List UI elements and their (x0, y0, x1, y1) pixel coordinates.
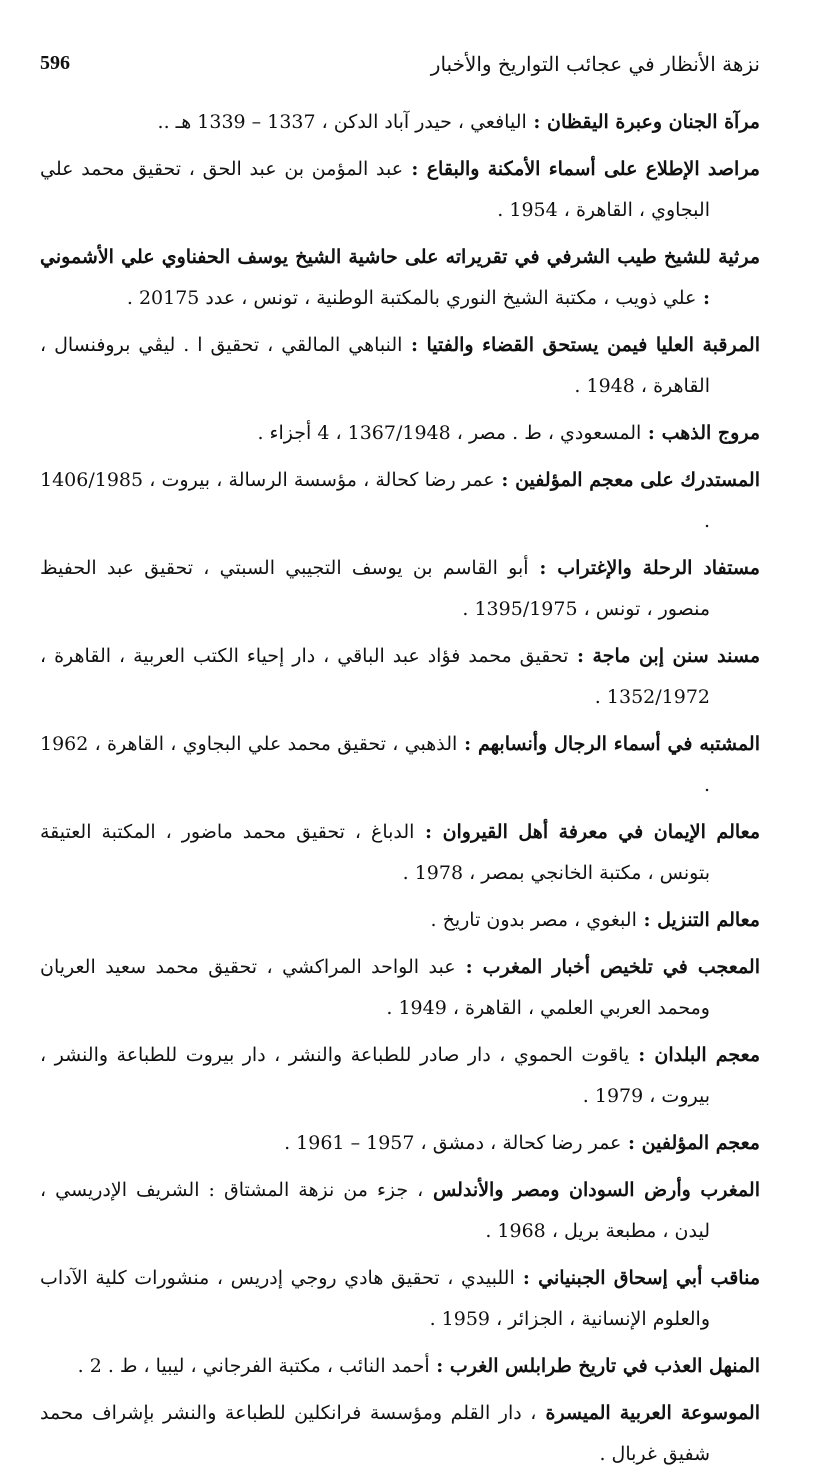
entry-title: المعجب في تلخيص أخبار المغرب (482, 956, 760, 978)
page-number: 596 (40, 52, 70, 74)
bibliography-entry: المستدرك على معجم المؤلفين : عمر رضا كحالة ، مؤسسة الرسالة ، بيروت ، 1406/1985 . (40, 469, 760, 532)
bibliography-entry (40, 1170, 760, 1252)
bibliography-entry: مراصد الإطلاع على أسماء الأمكنة والبقاع : عبد المؤمن بن عبد الحق ، تحقيق محمد علي البجاوي ، القاهرة ، 1954 . (40, 158, 760, 221)
entry-title: المنهل العذب في تاريخ طرابلس الغرب (449, 1355, 760, 1377)
bibliography-entry: مناقب أبي إسحاق الجبنياني : اللبيدي ، تحقيق هادي روجي إدريس ، منشورات كلية الآداب والعلوم الإنسانية ، الجزائر ، 1959 . (40, 1267, 760, 1330)
bibliography-entry: مروج الذهب : المسعودي ، ط . مصر ، 1367/1948 ، 4 أجزاء . (257, 422, 760, 444)
entry-details: علي ذويب ، مكتبة الشيخ النوري بالمكتبة الوطنية ، تونس ، عدد 20175 . (126, 287, 697, 309)
bibliography-entry: مرآة الجنان وعبرة اليقظان : اليافعي ، حيدر آباد الدكن ، 1337 – 1339 هـ .. (157, 111, 760, 133)
entry-details: الدباغ ، تحقيق محمد ماضور ، المكتبة العتيقة بتونس ، مكتبة الخانجي بمصر ، 1978 . (40, 821, 710, 884)
bibliography-entry: معجم المؤلفين : عمر رضا كحالة ، دمشق ، 1957 – 1961 . (284, 1132, 760, 1154)
entry-title: المرقبة العليا فيمن يستحق القضاء والفتيا (426, 334, 760, 356)
running-title: نزهة الأنظار في عجائب التواريخ والأخبار (430, 52, 760, 76)
entry-title: الموسوعة العربية الميسرة (545, 1402, 760, 1424)
running-header (40, 48, 760, 82)
bibliography-entry: مسند سنن إبن ماجة : تحقيق محمد فؤاد عبد الباقي ، دار إحياء الكتب العربية ، القاهرة ، 1352/1972 . (40, 645, 760, 708)
entry-title: مرآة الجنان وعبرة اليقظان (547, 111, 760, 133)
entry-details: اليافعي ، حيدر آباد الدكن ، 1337 – 1339 هـ .. (157, 111, 527, 133)
entry-details: عبد المؤمن بن عبد الحق ، تحقيق محمد علي البجاوي ، القاهرة ، 1954 . (40, 158, 710, 221)
bibliography-entry: المرقبة العليا فيمن يستحق القضاء والفتيا : النباهي المالقي ، تحقيق ا . ليڤي بروفنسال ، القاهرة ، 1948 . (40, 334, 760, 397)
entry-details: الذهبي ، تحقيق محمد علي البجاوي ، القاهرة ، 1962 . (40, 733, 710, 796)
entry-details: عمر رضا كحالة ، دمشق ، 1957 – 1961 . (284, 1132, 622, 1154)
entry-title: معالم الإيمان في معرفة أهل القيروان (442, 821, 760, 843)
entry-title: مروج الذهب (661, 422, 760, 444)
entry-details: عمر رضا كحالة ، مؤسسة الرسالة ، بيروت ، 1406/1985 . (40, 469, 710, 532)
entry-details: ياقوت الحموي ، دار صادر للطباعة والنشر ، دار بيروت للطباعة والنشر ، بيروت ، 1979 . (40, 1044, 710, 1107)
entry-details: أبو القاسم بن يوسف التجيبي السبتي ، تحقيق عبد الحفيظ منصور ، تونس ، 1395/1975 . (40, 557, 710, 620)
entry-title: المغرب وأرض السودان ومصر والأندلس (432, 1179, 760, 1201)
entry-details: عبد الواحد المراكشي ، تحقيق محمد سعيد العريان ومحمد العربي العلمي ، القاهرة ، 1949 . (40, 956, 710, 1019)
bibliography-entry: مستفاد الرحلة والإغتراب : أبو القاسم بن يوسف التجيبي السبتي ، تحقيق عبد الحفيظ منصور ، تونس ، 1395/1975 . (40, 557, 760, 620)
entry-title: مسند سنن إبن ماجة (592, 645, 760, 667)
entry-details: أحمد النائب ، مكتبة الفرجاني ، ليبيا ، ط . 2 . (77, 1355, 430, 1377)
entry-title: مراصد الإطلاع على أسماء الأمكنة والبقاع (426, 158, 760, 180)
entry-details: تحقيق محمد فؤاد عبد الباقي ، دار إحياء الكتب العربية ، القاهرة ، 1352/1972 . (40, 645, 710, 708)
bibliography-entry (40, 1393, 760, 1475)
entry-title: معجم البلدان (654, 1044, 760, 1066)
bibliography-list (40, 102, 760, 1481)
entry-details: اللبيدي ، تحقيق هادي روجي إدريس ، منشورات كلية الآداب والعلوم الإنسانية ، الجزائر ، 1959 . (40, 1267, 710, 1330)
entry-details: المسعودي ، ط . مصر ، 1367/1948 ، 4 أجزاء . (257, 422, 642, 444)
bibliography-entry: المعجب في تلخيص أخبار المغرب : عبد الواحد المراكشي ، تحقيق محمد سعيد العريان ومحمد العربي العلمي ، القاهرة ، 1949 . (40, 956, 760, 1019)
entry-details: البغوي ، مصر بدون تاريخ . (430, 909, 637, 931)
entry-details: ، جزء من نزهة المشتاق : الشريف الإدريسي ، ليدن ، مطبعة بريل ، 1968 . (40, 1179, 710, 1242)
bibliography-entry: معالم الإيمان في معرفة أهل القيروان : الدباغ ، تحقيق محمد ماضور ، المكتبة العتيقة بتونس ، مكتبة الخانجي بمصر ، 1978 . (40, 821, 760, 884)
entry-title: مناقب أبي إسحاق الجبنياني (538, 1267, 760, 1289)
entry-title: المستدرك على معجم المؤلفين (515, 469, 760, 491)
bibliography-entry: المشتبه في أسماء الرجال وأنسابهم : الذهبي ، تحقيق محمد علي البجاوي ، القاهرة ، 1962 . (40, 733, 760, 796)
entry-title: المشتبه في أسماء الرجال وأنسابهم (478, 733, 760, 755)
bibliography-entry: مرثية للشيخ طيب الشرفي في تقريراته على حاشية الشيخ يوسف الحفناوي علي الأشموني : علي ذويب ، مكتبة الشيخ النوري بالمكتبة الوطنية ، تونس ، عدد 20175 . (40, 246, 760, 309)
bibliography-entry: المنهل العذب في تاريخ طرابلس الغرب : أحمد النائب ، مكتبة الفرجاني ، ليبيا ، ط . 2 . (77, 1355, 760, 1377)
bibliography-entry: معالم التنزيل : البغوي ، مصر بدون تاريخ . (430, 909, 760, 931)
entry-title: معالم التنزيل (657, 909, 760, 931)
entry-title: مرثية للشيخ طيب الشرفي في تقريراته على حاشية الشيخ يوسف الحفناوي علي الأشموني (40, 246, 760, 268)
bibliography-entry: معجم البلدان : ياقوت الحموي ، دار صادر للطباعة والنشر ، دار بيروت للطباعة والنشر ، بيروت ، 1979 . (40, 1044, 760, 1107)
entry-details: النباهي المالقي ، تحقيق ا . ليڤي بروفنسال ، القاهرة ، 1948 . (40, 334, 710, 397)
entry-title: مستفاد الرحلة والإغتراب (557, 557, 760, 579)
entry-title: معجم المؤلفين (641, 1132, 760, 1154)
entry-details: ، دار القلم ومؤسسة فرانكلين للطباعة والنشر بإشراف محمد شفيق غربال . (40, 1402, 710, 1465)
